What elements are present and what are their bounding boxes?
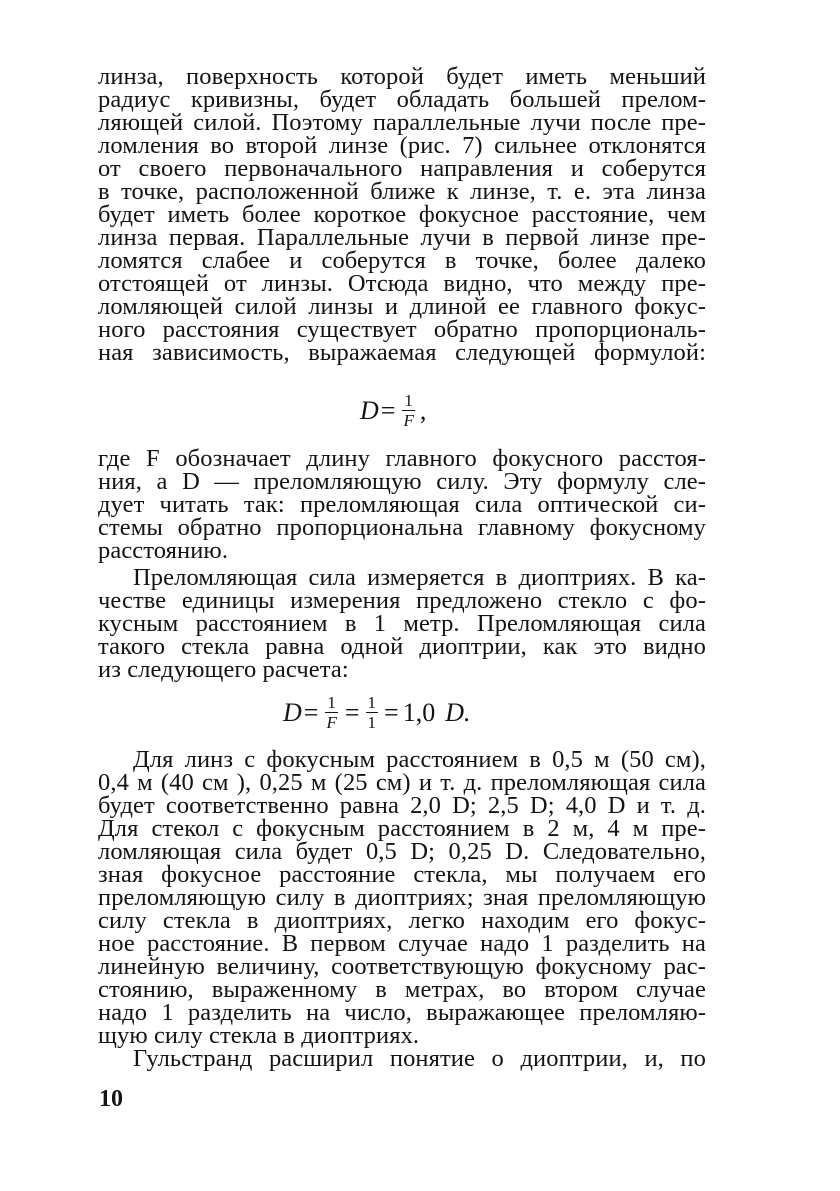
formula-equals: = [384,698,399,727]
text-line: кусным расстоянием в 1 метр. Преломляющая сила [98,610,706,637]
text-line: щую силу стекла в диоптриях. [98,1022,420,1049]
text-line: Гульстранд расширил понятие о диоптрии, и, по [133,1045,706,1072]
text-line: такого стекла равна одной диоптрии, как это видно [98,633,706,660]
text-line: ломляющей силой линзы и длиной ее главного фокус- [98,293,706,320]
text-line: радиус кривизны, будет обладать большей прелом- [98,86,706,113]
fraction-numerator: 1 [327,693,336,712]
formula-diopter-calculation [283,694,470,732]
text-line: линза, поверхность которой будет иметь меньший [98,63,706,90]
text-line: будет соответственно равна 2,0 D; 2,5 D; 4,0 D и т. д. [98,792,706,819]
text-line: ное расстояние. В первом случае надо 1 разделить на [98,930,706,957]
formula-refractive-power [360,392,426,430]
text-line: будет иметь более короткое фокусное расстояние, чем [98,201,706,228]
text-line: отстоящей от линзы. Отсюда видно, что между пре- [98,270,706,297]
text-line: Для стекол с фокусным расстоянием в 2 м, 4 м пре- [98,815,706,842]
page-number: 10 [99,1086,123,1112]
text-line: зная фокусное расстояние стекла, мы получаем его [98,861,706,888]
text-line: из следующего расчета: [98,656,349,683]
text-line: преломляющую силу в диоптриях; зная преломляющую [98,884,706,911]
text-line: линза первая. Параллельные лучи в первой линзе пре- [98,224,706,251]
text-line: ломляющая сила будет 0,5 D; 0,25 D. Следовательно, [98,838,706,865]
formula-fraction [401,392,415,430]
text-line: 0,4 м (40 см ), 0,25 м (25 см) и т. д. преломляющая сила [98,769,706,796]
text-line: силу стекла в диоптриях, легко находим его фокус- [98,907,706,934]
text-line: от своего первоначального направления и соберутся [98,155,706,182]
text-line: надо 1 разделить на число, выражающее преломляю- [98,999,706,1026]
formula-fraction [324,694,338,732]
text-line: Преломляющая сила измеряется в диоптриях. В ка- [133,564,706,591]
fraction-denominator: 1 [367,713,377,732]
text-line: ляющей силой. Поэтому параллельные лучи после пре- [98,109,706,136]
text-line: дует читать так: преломляющая сила оптической си- [98,491,706,518]
text-line: расстоянию. [98,537,229,564]
formula-symbol-d: D [360,396,379,425]
text-line: ломления во второй линзе (рис. 7) сильнее отклонятся [98,132,706,159]
fraction-numerator: 1 [404,391,413,410]
formula-comma: , [419,396,427,425]
text-line: стоянию, выраженному в метрах, во втором случае [98,976,706,1003]
fraction-denominator: F [403,411,414,430]
fraction-numerator: 1 [367,693,377,712]
fraction-denominator: F [326,713,337,732]
formula-symbol-d: D [283,698,302,727]
formula-equals: = [344,698,360,727]
text-line: ния, а D — преломляющую силу. Эту формулу сле- [98,468,706,495]
text-line: ного расстояния существует обратно пропорциональ- [98,316,706,343]
text-line: Для линз с фокусным расстоянием в 0,5 м (50 см), [133,746,706,773]
text-line: ломятся слабее и соберутся в точке, более далеко [98,247,706,274]
text-line: в точке, расположенной ближе к линзе, т. е. эта линза [98,178,706,205]
text-line: честве единицы измерения предложено стекло с фо- [98,587,706,614]
formula-equals: = [303,698,319,727]
formula-unit: D. [445,698,471,727]
formula-equals: = [380,396,396,425]
text-line: линейную величину, соответствующую фокусному рас- [98,953,706,980]
formula-fraction [366,694,379,732]
formula-value: 1,0 [402,698,436,727]
text-line: где F обозначает длину главного фокусного расстоя- [98,445,706,472]
text-line: стемы обратно пропорциональна главному фокусному [98,514,706,541]
text-line: ная зависимость, выражаемая следующей формулой: [98,339,706,366]
